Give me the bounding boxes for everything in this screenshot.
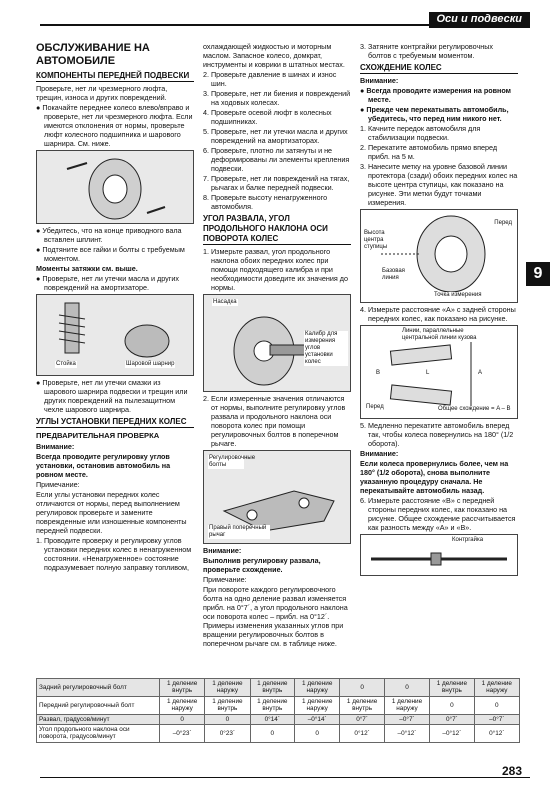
subheading-toe-in: СХОЖДЕНИЕ КОЛЕС xyxy=(360,63,518,74)
figure-label: Перед xyxy=(494,220,512,226)
step: 3. Проверьте, нет ли биения и повреждений на ходовых колесах. xyxy=(203,89,351,107)
table-cell: 0°23´ xyxy=(205,725,250,743)
wheel-play-figure xyxy=(36,150,194,224)
table-cell: 1 деление наружу xyxy=(295,679,340,697)
attention-text: Всегда проводите регулировку углов установки, остановив автомобиль на ровном месте. xyxy=(36,452,171,479)
footer-rule xyxy=(40,777,530,778)
figure-label: Правый поперечный рычаг xyxy=(208,525,270,539)
column-2 xyxy=(203,42,351,649)
figure-label: A xyxy=(478,370,483,376)
figure-label: B xyxy=(376,370,381,376)
step: 3. Нанесите метку на уровне базовой линии протектора (сзади) обоих передних колес на высоте центра ступицы, как показано на рисунке. Эти метки будут точками измерения. xyxy=(360,162,518,207)
figure-label: Перед xyxy=(366,404,384,410)
table-cell: 1 деление наружу xyxy=(160,696,205,714)
figure-label: Базовая линия xyxy=(381,268,413,282)
figure-label: Высота центра ступицы xyxy=(363,230,395,251)
strut-balljoint-figure xyxy=(36,294,194,376)
table-row xyxy=(37,696,520,714)
figure-label: Шаровой шарнир xyxy=(126,361,175,367)
step: 1. Качните передок автомобиля для стабилизации подвески. xyxy=(360,124,481,142)
table-cell: 1 деление наружу xyxy=(474,679,519,697)
table-cell: 0°12´ xyxy=(474,725,519,743)
subheading-wheel-alignment: УГЛЫ УСТАНОВКИ ПЕРЕДНИХ КОЛЕС xyxy=(36,417,194,428)
figure-label: L xyxy=(426,370,430,376)
table-cell: 0°7´ xyxy=(430,714,475,724)
tie-rod-illustration xyxy=(361,535,517,575)
row-label: Угол продольного наклона оси поворота, градусов/минут xyxy=(37,725,160,743)
row-label: Развал, градусов/минут xyxy=(37,714,160,724)
table-cell: –0°23´ xyxy=(160,725,205,743)
step: 2. Если измеренные значения отличаются от нормы, выполните регулировку углов развала и продольного наклона оси поворота колес при помощи регулировочных болтов в поперечном рычаге. xyxy=(203,394,346,448)
bullet: ● Прежде чем перекатывать автомобиль, убедитесь, что перед ним никого нет. xyxy=(360,105,509,123)
step: 1. Измерьте развал, угол продольного наклона обоих передних колес при помощи подходящего калибра и при необходимости доведите их значения до нормы. xyxy=(203,247,348,292)
row-label: Передний регулировочный болт xyxy=(37,696,160,714)
attention-label: Внимание: xyxy=(203,546,242,555)
row-label: Задний регулировочный болт xyxy=(37,679,160,697)
note-text: Если углы установки передних колес отличаются от нормы, перед выполнением регулировок проверьте и замените поврежденные или изношенные компоненты передней подвески. xyxy=(36,490,187,535)
attention-text: Выполнив регулировку развала, проверьте схождение. xyxy=(203,556,321,574)
table-cell: 0 xyxy=(205,714,250,724)
bullet: ● Подтяните все гайки и болты с требуемым моментом. xyxy=(36,245,185,263)
step: 6. Проверьте, плотно ли затянуты и не деформированы ли элементы крепления подвески. xyxy=(203,146,350,173)
table-cell: 0 xyxy=(384,679,429,697)
bullet: ● Убедитесь, что на конце приводного вала вставлен шплинт. xyxy=(36,226,182,244)
note-label: Примечание: xyxy=(203,575,247,584)
step: 2. Перекатите автомобиль прямо вперед прибл. на 5 м. xyxy=(360,143,498,161)
paragraph: охлаждающей жидкостью и моторным маслом. Запасное колесо, домкрат, инструменты и коврики в штатных местах. xyxy=(203,42,345,69)
table-cell: 0°14´ xyxy=(250,714,295,724)
attention-text: Если колеса провернулись более, чем на 180° (1/2 оборота), снова выполните указанную процедуру сначала. Не перекатывайте автомобиль назад. xyxy=(360,459,509,495)
table-cell: 0 xyxy=(474,696,519,714)
figure-label: Регулировочные болты xyxy=(209,455,256,468)
figure-label: Контргайка xyxy=(452,537,484,543)
column-3 xyxy=(360,42,518,578)
page-title: ОБСЛУЖИВАНИЕ НА АВТОМОБИЛЕ xyxy=(36,42,150,67)
table-cell: –0°12´ xyxy=(430,725,475,743)
table-cell: 1 деление внутрь xyxy=(160,679,205,697)
table-row xyxy=(37,714,520,724)
toe-measure-figure xyxy=(360,325,518,419)
tire-mark-figure xyxy=(360,209,518,303)
table-cell: 0°12´ xyxy=(340,725,385,743)
table-cell: 0 xyxy=(160,714,205,724)
table-cell: 1 деление наружу xyxy=(205,679,250,697)
table-cell: 0 xyxy=(295,725,340,743)
figure-label: Линии, параллельные центральной линии кузова xyxy=(401,328,493,342)
table-cell: 0 xyxy=(340,679,385,697)
table-cell: 1 деление наружу xyxy=(295,696,340,714)
adjusting-bolts-figure xyxy=(203,450,351,544)
step: 1. Проводите проверку и регулировку углов установки передних колес в ненагруженном состоянии. «Ненагруженное» состояние подразумевает полную заправку топливом, xyxy=(36,536,192,572)
step: 8. Проверьте высоту ненагруженного автомобиля. xyxy=(203,193,328,211)
table-row xyxy=(37,679,520,697)
table-cell: 1 деление внутрь xyxy=(205,696,250,714)
paragraph: Проверьте, нет ли чрезмерного люфта, трещин, износа и других повреждений. xyxy=(36,84,168,102)
table-cell: –0°14´ xyxy=(295,714,340,724)
figure-label: Калибр для измерения углов установки колес xyxy=(304,331,348,366)
torque-note: Моменты затяжки см. выше. xyxy=(36,264,138,273)
attention-label: Внимание: xyxy=(360,76,399,85)
table-cell: 1 деление внутрь xyxy=(250,696,295,714)
gauge-figure xyxy=(203,294,351,392)
table-cell: 0°7´ xyxy=(340,714,385,724)
figure-label: Точка измерения xyxy=(434,292,482,298)
step: 5. Медленно перекатите автомобиль вперед так, чтобы колеса повернулись на 180° (1/2 оборота). xyxy=(360,421,514,448)
step: 5. Проверьте, нет ли утечки масла и других повреждений на амортизаторах. xyxy=(203,127,348,145)
step: 2. Проверьте давление в шинах и износ шин. xyxy=(203,70,337,88)
figure-label: Стойка xyxy=(56,361,76,367)
bullet: ● Проверьте, нет ли утечки смазки из шарового шарнира подвески и трещин или других повреждений на пылезащитном чехле шарового шарнира. xyxy=(36,378,188,414)
table-cell: 1 деление внутрь xyxy=(250,679,295,697)
table-row xyxy=(37,725,520,743)
page-number: 283 xyxy=(501,764,522,778)
figure-label: Насадка xyxy=(213,299,237,305)
subheading-front-suspension: КОМПОНЕНТЫ ПЕРЕДНЕЙ ПОДВЕСКИ xyxy=(36,71,194,82)
table-cell: 0 xyxy=(430,696,475,714)
bullet: ● Всегда проводите измерения на ровном месте. xyxy=(360,86,511,104)
tie-rod-figure xyxy=(360,534,518,576)
attention-label: Внимание: xyxy=(36,442,75,451)
figure-label: Общее схождение = A – B xyxy=(438,406,511,412)
chapter-tab: 9 xyxy=(526,262,550,286)
note-text: При повороте каждого регулировочного болта на одно деление развал изменяется прибл. на 0°7´, а угол продольного наклона оси поворота колес – прибл. на 0°12´. Примеры изменения указанных углов при вращении регулировочных болтов в поперечном рычаге см. в таблице ниже. xyxy=(203,585,348,648)
step: 6. Измерьте расстояние «В» с передней стороны передних колес, как показано на рисунке. Общее схождение рассчитывается как разность между «А» и «В». xyxy=(360,496,516,532)
section-title: Оси и подвески xyxy=(429,12,531,28)
table-cell: –0°7´ xyxy=(474,714,519,724)
table-cell: 1 деление наружу xyxy=(384,696,429,714)
page-header xyxy=(0,0,550,30)
table-cell: 0 xyxy=(250,725,295,743)
attention-label: Внимание: xyxy=(360,449,399,458)
adjustment-table xyxy=(36,678,520,743)
step: 3. Затяните контргайки регулировочных болтов с требуемым моментом. xyxy=(360,42,493,60)
table-cell: 1 деление внутрь xyxy=(340,696,385,714)
note-label: Примечание: xyxy=(36,480,80,489)
table-cell: 1 деление внутрь xyxy=(430,679,475,697)
wheel-illustration xyxy=(37,151,193,223)
step: 7. Проверьте, нет ли повреждений на тягах, рычагах и балке передней подвески. xyxy=(203,174,350,192)
table-cell: –0°12´ xyxy=(384,725,429,743)
bullet: ● Проверьте, нет ли утечки масла и других повреждений на амортизаторе. xyxy=(36,274,179,292)
table-cell: –0°7´ xyxy=(384,714,429,724)
subheading-preliminary: ПРЕДВАРИТЕЛЬНАЯ ПРОВЕРКА xyxy=(36,431,160,440)
subheading-camber-caster: УГОЛ РАЗВАЛА, УГОЛ ПРОДОЛЬНОГО НАКЛОНА ОСИ ПОВОРОТА КОЛЕС xyxy=(203,214,351,245)
step: 4. Измерьте расстояние «А» с задней стороны передних колес, как показано на рисунке. xyxy=(360,305,516,323)
step: 4. Проверьте осевой люфт в колесных подшипниках. xyxy=(203,108,332,126)
bullet: ● Покачайте переднее колесо влево/вправо и проверьте, нет ли чрезмерного люфта. Если имеются отклонения от нормы, проверьте люфт колесного подшипника и шарового шарнира. См. ниже. xyxy=(36,103,193,148)
column-1 xyxy=(36,42,194,573)
